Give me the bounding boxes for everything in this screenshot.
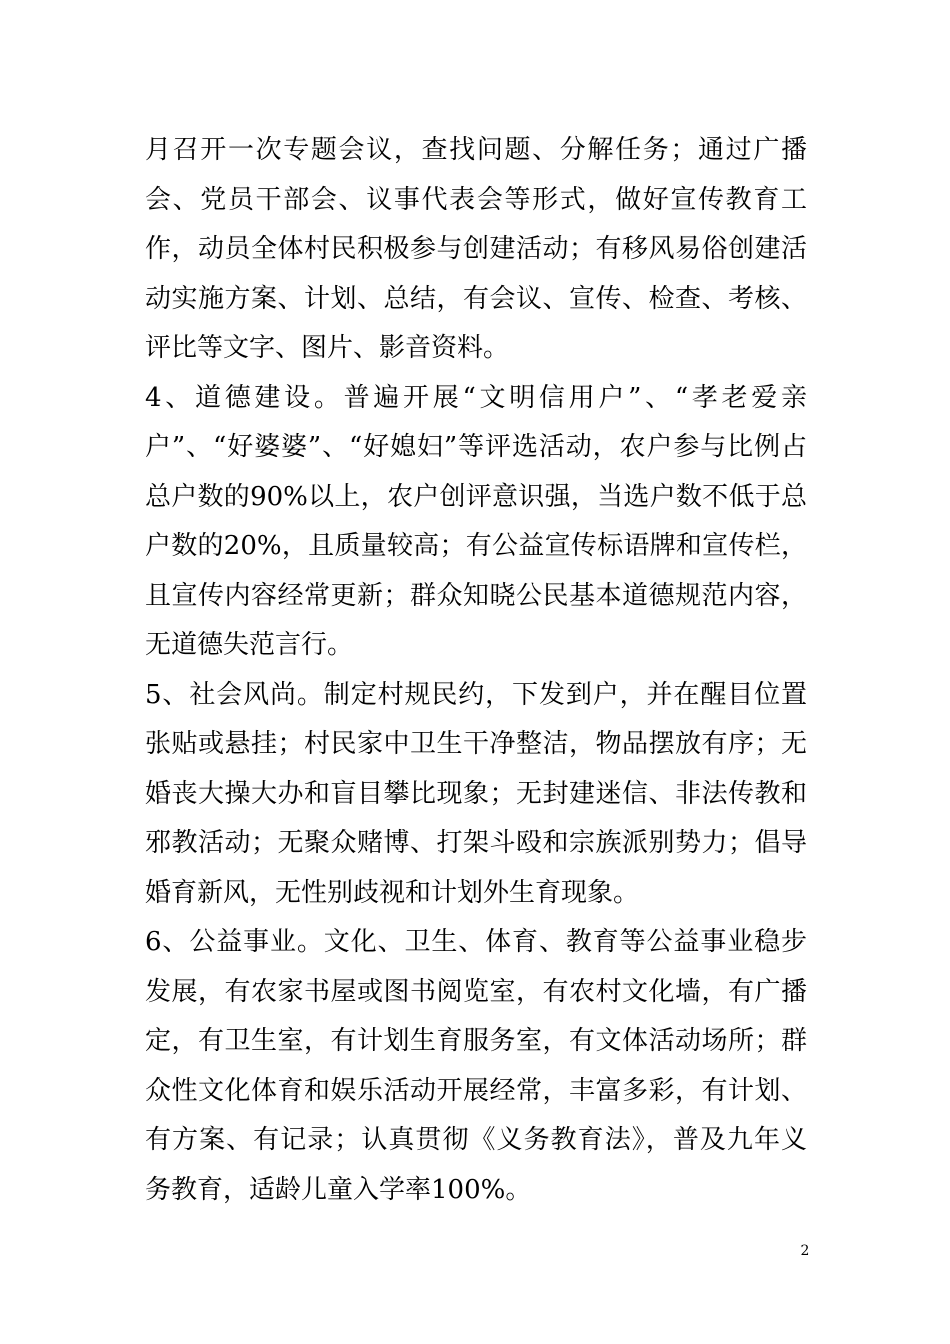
paragraph-public-welfare: 6、公益事业。文化、卫生、体育、教育等公益事业稳步发展，有农家书屋或图书阅览室，有农村文化墙，有广播定，有卫生室，有计划生育服务室，有文体活动场所；群众性文化体育和娱乐活动开展经常，丰富多彩，有计划、有方案、有记录；认真贯彻《义务教育法》，普及九年义务教育，适龄儿童入学率100%。	[145, 927, 807, 1205]
paragraph-meeting-publicity: 月召开一次专题会议，查找问题、分解任务；通过广播会、党员干部会、议事代表会等形式，做好宣传教育工作，动员全体村民积极参与创建活动；有移风易俗创建活动实施方案、计划、总结，有会议、宣传、检查、考核、评比等文字、图片、影音资料。	[145, 135, 807, 363]
paragraph-social-customs: 5、社会风尚。制定村规民约，下发到户，并在醒目位置张贴或悬挂；村民家中卫生干净整洁，物品摆放有序；无婚丧大操大办和盲目攀比现象；无封建迷信、非法传教和邪教活动；无聚众赌博、打架斗殴和宗族派别势力；倡导婚育新风，无性别歧视和计划外生育现象。	[145, 679, 807, 908]
page-number: 2	[800, 1243, 810, 1259]
paragraph-moral-construction: 4、道德建设。普遍开展“文明信用户”、“孝老爱亲户”、“好婆婆”、“好媳妇”等评选活动，农户参与比例占总户数的90%以上，农户创评意识强，当选户数不低于总户数的20%，且质量较高；有公益宣传标语牌和宣传栏，且宣传内容经常更新；群众知晓公民基本道德规范内容，无道德失范言行。	[145, 382, 807, 660]
document-body	[145, 126, 807, 1215]
